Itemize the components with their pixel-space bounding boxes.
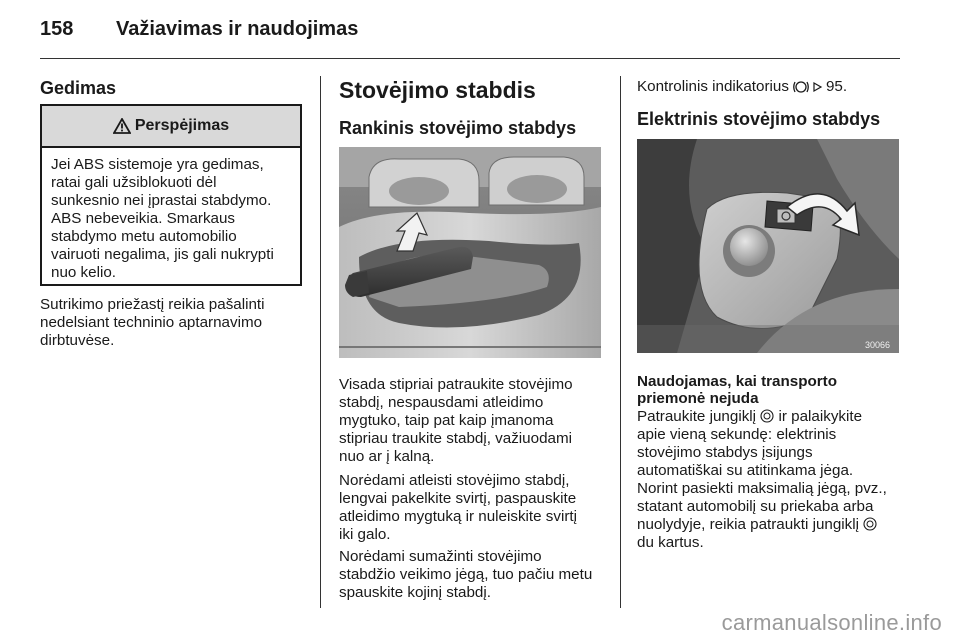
watermark: carmanualsonline.info — [721, 610, 942, 635]
text-line: statant automobilį su priekaba arba — [637, 498, 874, 515]
column-divider-left — [320, 76, 321, 608]
text-fragment: Patraukite jungiklį — [637, 408, 761, 425]
warning-box — [40, 104, 302, 286]
figure-number: 30066 — [865, 340, 891, 350]
text-line: spauskite kojinį stabdį. — [339, 584, 491, 601]
middle-paragraph-1 — [339, 376, 573, 466]
text-line: Visada stipriai patraukite stovėjimo — [339, 376, 573, 393]
page-header-title: Važiavimas ir naudojimas — [116, 18, 359, 40]
text-line: apie vieną sekundę: elektrinis — [637, 426, 837, 443]
text-fragment: ir palaikykite — [774, 408, 863, 425]
text-line: priemonė nejuda — [637, 390, 759, 407]
text-line: Norėdami atleisti stovėjimo stabdį, — [339, 472, 570, 489]
text-line: du kartus. — [637, 534, 704, 551]
page-number: 158 — [40, 18, 74, 40]
warning-header — [42, 106, 300, 148]
text-line: Sutrikimo priežastį reikia pašalinti — [40, 296, 265, 313]
indicator-reference — [637, 78, 847, 96]
text-line: dirbtuvėse. — [40, 332, 115, 349]
text-line: stipriau traukite stabdį, važiuodami — [339, 430, 572, 447]
warning-text — [42, 148, 300, 282]
parking-brake-indicator-icon — [792, 79, 810, 95]
text-line: Norėdami sumažinti stovėjimo — [339, 548, 542, 565]
warning-line: ABS nebeveikia. Smarkaus — [51, 210, 236, 227]
text-line: stabdžio veikimo jėgą, tuo pačiu metu — [339, 566, 593, 583]
text-line: automatiškai su atitinkama jėga. — [637, 462, 854, 479]
text-line — [637, 408, 887, 426]
text-line: nedelsiant techninio aptarnavimo — [40, 314, 263, 331]
text-line: Norint pasiekti maksimalią jėgą, pvz., — [637, 480, 887, 497]
middle-paragraph-2 — [339, 472, 577, 544]
electric-brake-subhead — [637, 373, 837, 407]
middle-paragraph-3 — [339, 548, 592, 602]
warning-line: nuo kelio. — [51, 264, 117, 281]
text-line: stovėjimo stabdys įsijungs — [637, 444, 813, 461]
right-paragraph — [637, 408, 887, 552]
brake-switch-icon — [760, 409, 774, 423]
warning-line: sunkesnio nei įprastai stabdymo. — [51, 192, 272, 209]
text-line: nuo ar į kalną. — [339, 448, 435, 465]
text-line: mygtuko, taip pat kaip įmanoma — [339, 412, 554, 429]
subheading-elektrinis: Elektrinis stovėjimo stabdys — [637, 109, 881, 129]
electric-brake-illustration — [637, 139, 899, 353]
handbrake-figure — [339, 147, 601, 358]
warning-line: ratai gali užsiblokuoti dėl — [51, 174, 217, 191]
text-fragment: nuolydyje, reikia patraukti jungiklį — [637, 516, 864, 533]
warning-line: stabdymo metu automobilio — [51, 228, 237, 245]
text-line: iki galo. — [339, 526, 391, 543]
warning-line: Jei ABS sistemoje yra gedimas, — [51, 156, 264, 173]
electric-brake-figure — [637, 139, 899, 353]
page-reference-arrow-icon — [813, 81, 823, 93]
warning-label: Perspėjimas — [134, 117, 230, 134]
section-heading-stovejimo-stabdis: Stovėjimo stabdis — [339, 77, 536, 103]
subheading-rankinis: Rankinis stovėjimo stabdys — [339, 118, 577, 138]
indicator-page-ref: 95. — [825, 78, 848, 95]
brake-switch-icon — [863, 517, 877, 531]
section-heading-gedimas: Gedimas — [40, 78, 117, 98]
text-line — [637, 516, 887, 534]
text-line: atleidimo mygtuką ir nuleiskite svirtį — [339, 508, 578, 525]
indicator-text: Kontrolinis indikatorius — [637, 78, 789, 95]
left-body-paragraph — [40, 296, 265, 350]
header-rule — [40, 58, 900, 59]
text-line: stabdį, nespausdami atleidimo — [339, 394, 544, 411]
handbrake-illustration — [339, 147, 601, 358]
text-line: Naudojamas, kai transporto — [637, 373, 838, 390]
warning-line: vairuoti negalima, jis gali nukrypti — [51, 246, 274, 263]
warning-triangle-icon — [113, 118, 131, 134]
text-line: lengvai pakelkite svirtį, paspauskite — [339, 490, 577, 507]
column-divider-right — [620, 76, 621, 608]
